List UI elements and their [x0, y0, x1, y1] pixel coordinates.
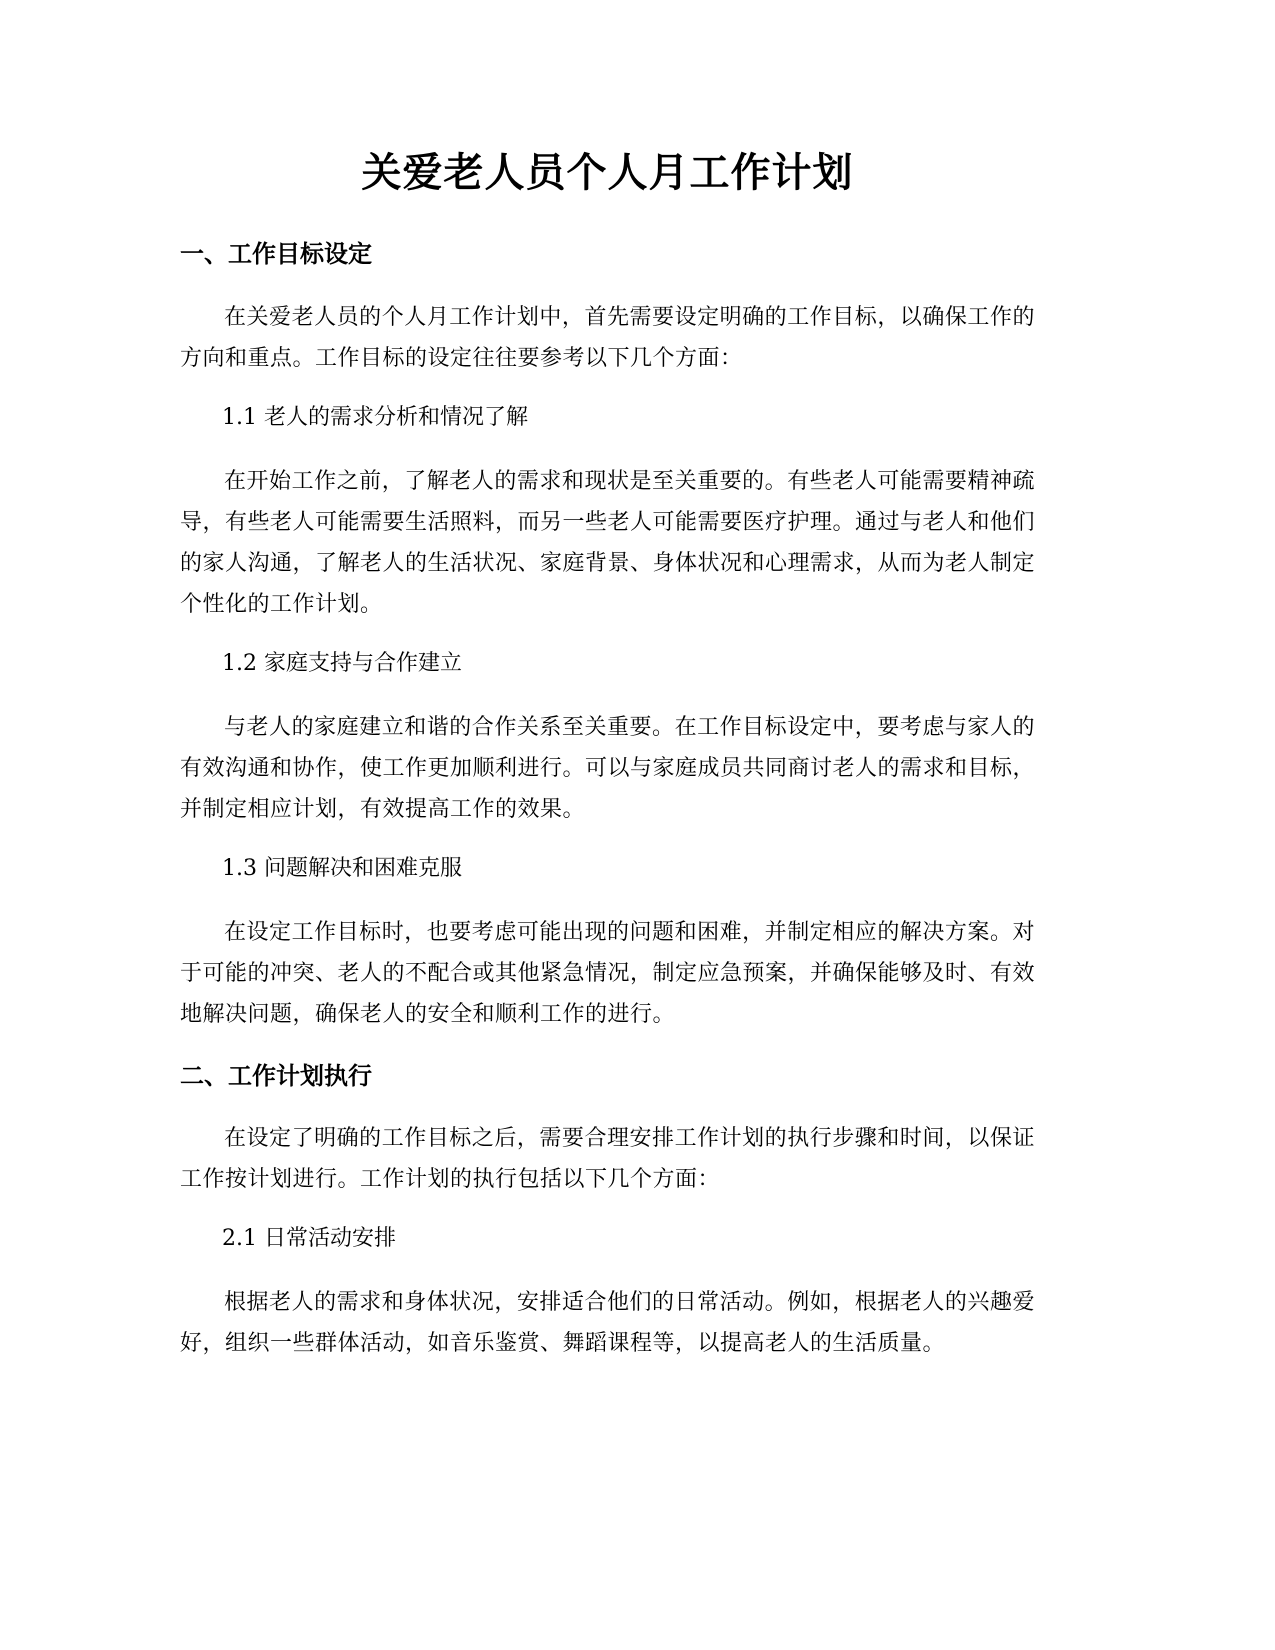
section1-intro-paragraph: 在关爱老人员的个人月工作计划中，首先需要设定明确的工作目标，以确保工作的方向和重点。工作目标的设定往往要参考以下几个方面：	[180, 305, 1035, 371]
paragraph-1-1: 在开始工作之前，了解老人的需求和现状是至关重要的。有些老人可能需要精神疏导，有些老人可能需要生活照料，而另一些老人可能需要医疗护理。通过与老人和他们的家人沟通，了解老人的生活状况、家庭背景、身体状况和心理需求，从而为老人制定个性化的工作计划。	[180, 469, 1036, 617]
paragraph-1-3: 在设定工作目标时，也要考虑可能出现的问题和困难，并制定相应的解决方案。对于可能的冲突、老人的不配合或其他紧急情况，制定应急预案，并确保能够及时、有效地解决问题，确保老人的安全和顺利工作的进行。	[180, 920, 1036, 1027]
paragraph-2-1: 根据老人的需求和身体状况，安排适合他们的日常活动。例如，根据老人的兴趣爱好，组织一些群体活动，如音乐鉴赏、舞蹈课程等，以提高老人的生活质量。	[180, 1290, 1035, 1356]
subheading-1-3: 1.3 问题解决和困难克服	[222, 856, 462, 881]
section-heading-1: 一、工作目标设定	[180, 240, 372, 268]
subheading-1-2: 1.2 家庭支持与合作建立	[222, 651, 462, 676]
section-heading-2: 二、工作计划执行	[180, 1062, 372, 1090]
subheading-1-1: 1.1 老人的需求分析和情况了解	[222, 405, 528, 430]
paragraph-1-2: 与老人的家庭建立和谐的合作关系至关重要。在工作目标设定中，要考虑与家人的有效沟通和协作，使工作更加顺利进行。可以与家庭成员共同商讨老人的需求和目标，并制定相应计划，有效提高工作的效果。	[180, 715, 1036, 822]
subheading-2-1: 2.1 日常活动安排	[222, 1226, 396, 1251]
section2-intro-paragraph: 在设定了明确的工作目标之后，需要合理安排工作计划的执行步骤和时间，以保证工作按计划进行。工作计划的执行包括以下几个方面：	[180, 1126, 1035, 1192]
document-title: 关爱老人员个人月工作计划	[361, 150, 854, 196]
